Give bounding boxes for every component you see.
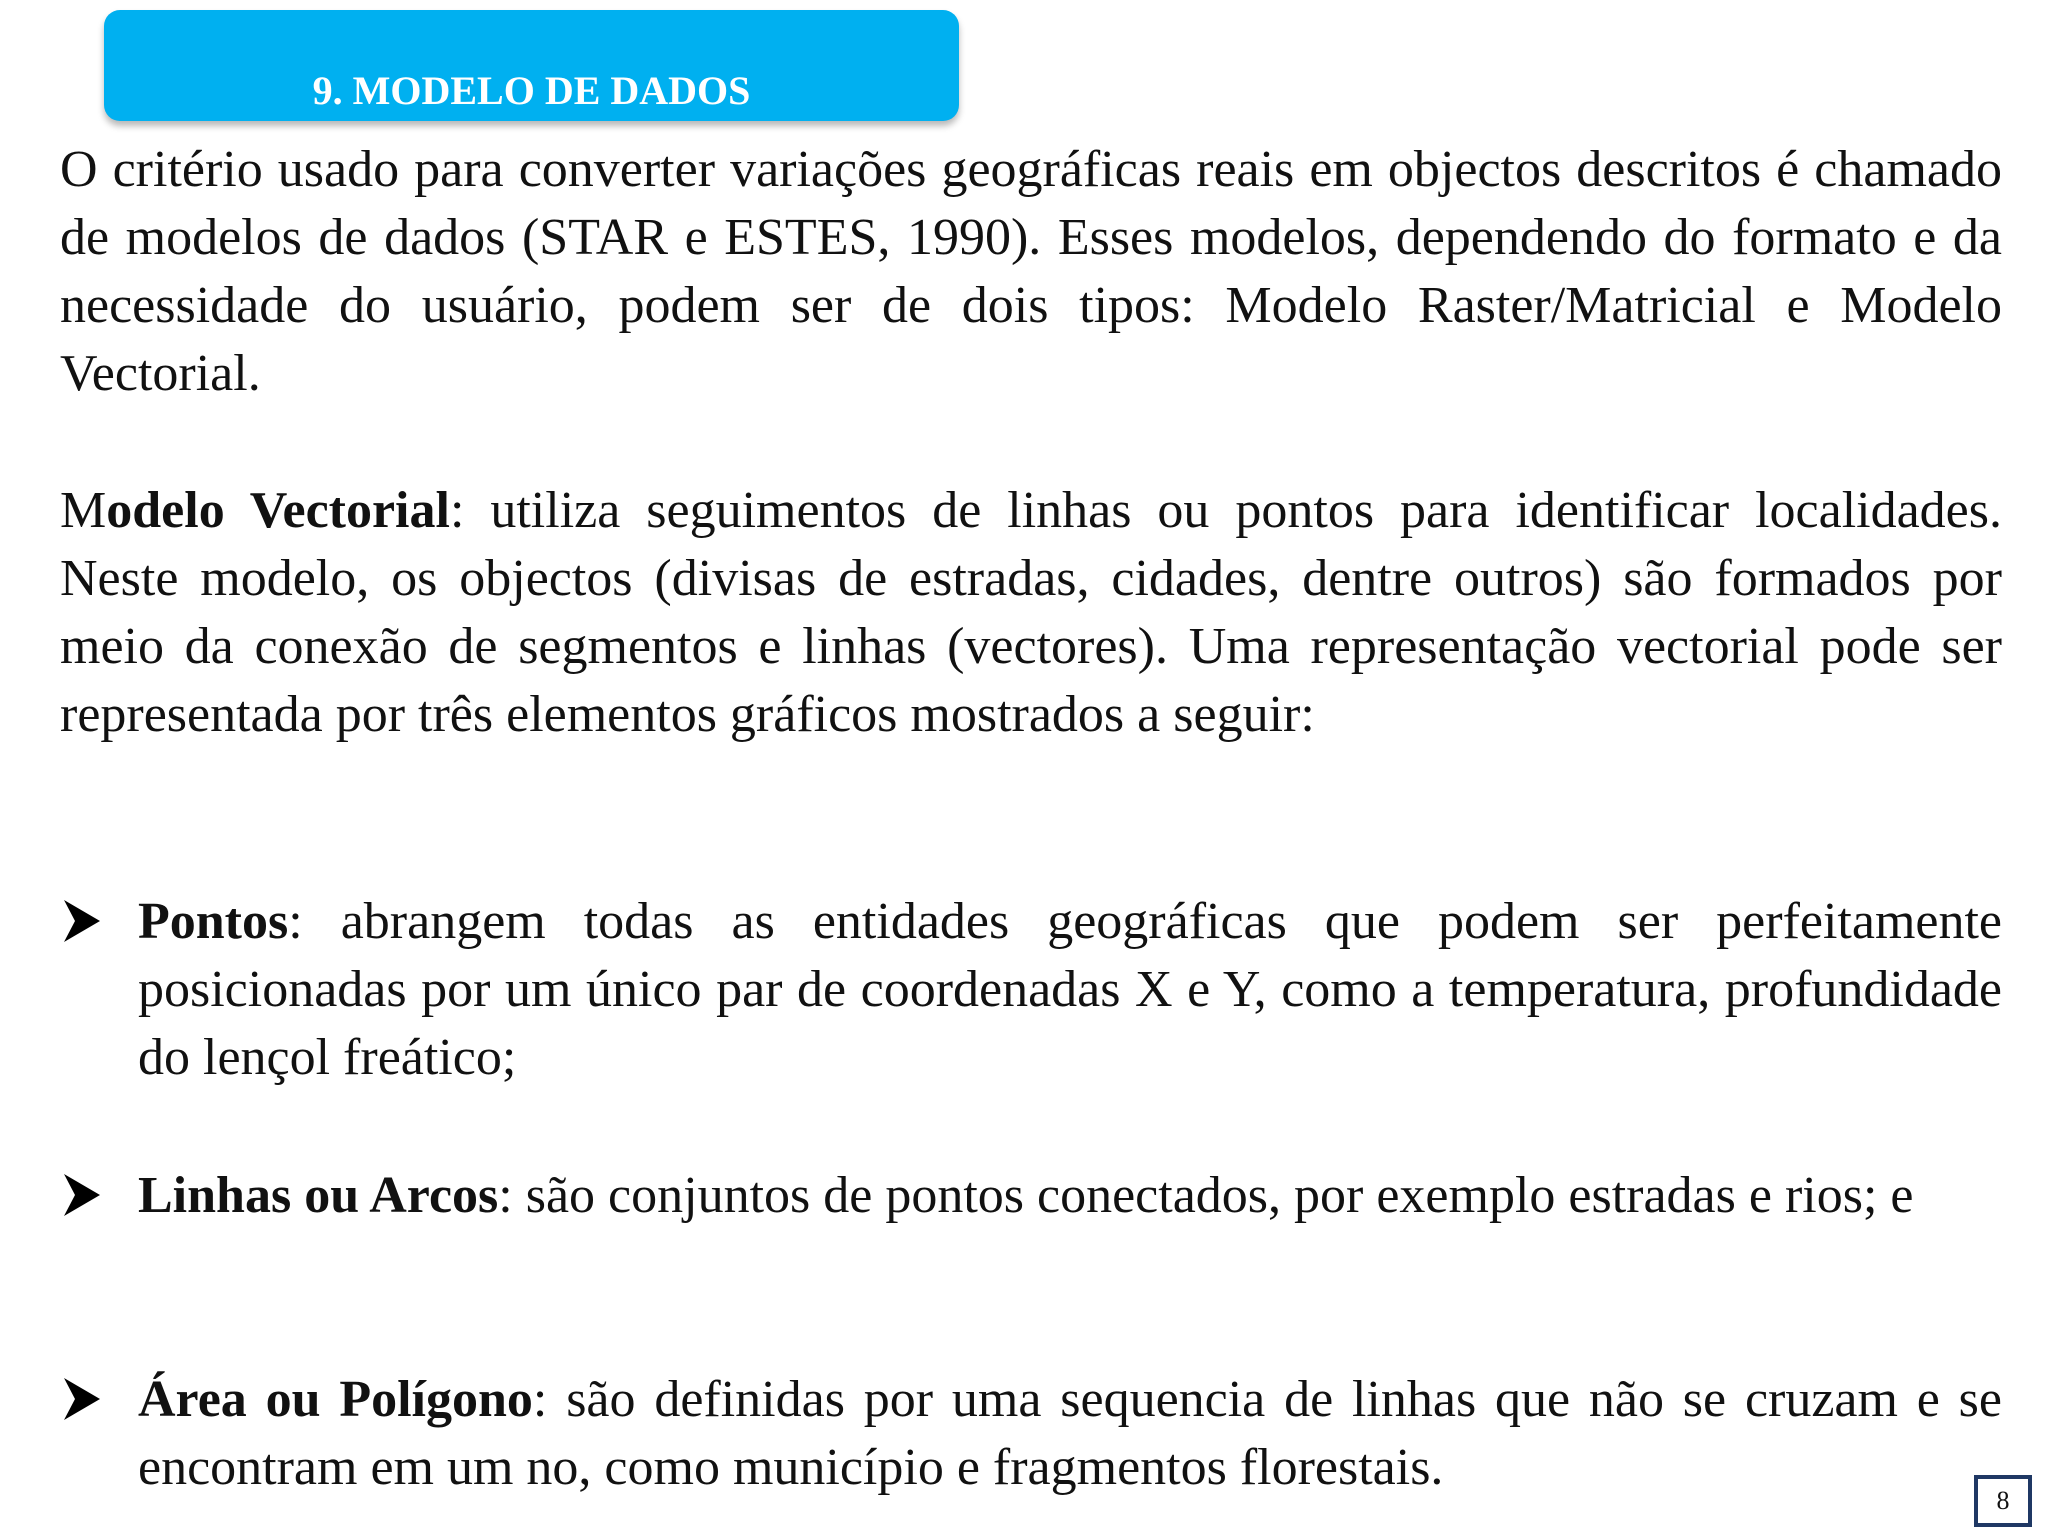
intro-paragraph: O critério usado para converter variações geográficas reais em objectos descritos é chamado de modelos de dados (STAR e ESTES, 1990). Esses modelos, dependendo do formato e da necessidade do usuário, podem ser de dois tipos: Modelo Raster/Matricial e Modelo Vectorial. [60,141,2002,402]
bullet-term: Pontos [138,893,289,950]
vector-model-description: : utiliza seguimentos de linhas ou pontos para identificar localidades. Neste modelo, os objectos (divisas de estradas, cidades, dentre outros) são formados por meio da conexão de segmentos e linhas (vectores). Uma representação vectorial pode ser representada por três elementos gráficos mostrados a seguir: [60,482,2002,743]
vector-model-term-initial: M [60,482,107,539]
bullet-description: : são definidas por uma sequencia de linhas que não se cruzam e se encontram em um no, como município e fragmentos florestais. [138,1371,2002,1496]
bullet-description: : abrangem todas as entidades geográficas que podem ser perfeitamente posicionadas por um único par de coordenadas X e Y, como a temperatura, profundidade do lençol freático; [138,893,2002,1086]
bullet-item-linhas [62,1162,2002,1230]
bullet-term: Linhas ou Arcos [138,1167,499,1224]
arrowhead-bullet-icon [62,1172,102,1218]
arrowhead-bullet-icon [62,1376,102,1422]
vector-model-term: odelo Vectorial [106,482,450,539]
page-number: 8 [1974,1475,2032,1527]
vector-model-paragraph [60,477,2002,749]
bullet-description: : são conjuntos de pontos conectados, por exemplo estradas e rios; e [498,1167,1914,1224]
section-title-banner [104,10,959,121]
section-title: 9. MODELO DE DADOS [312,68,751,113]
arrowhead-bullet-icon [62,898,102,944]
bullet-term: Área ou Polígono [138,1371,533,1428]
bullet-item-pontos [62,888,2002,1092]
bullet-item-area [62,1366,2002,1502]
